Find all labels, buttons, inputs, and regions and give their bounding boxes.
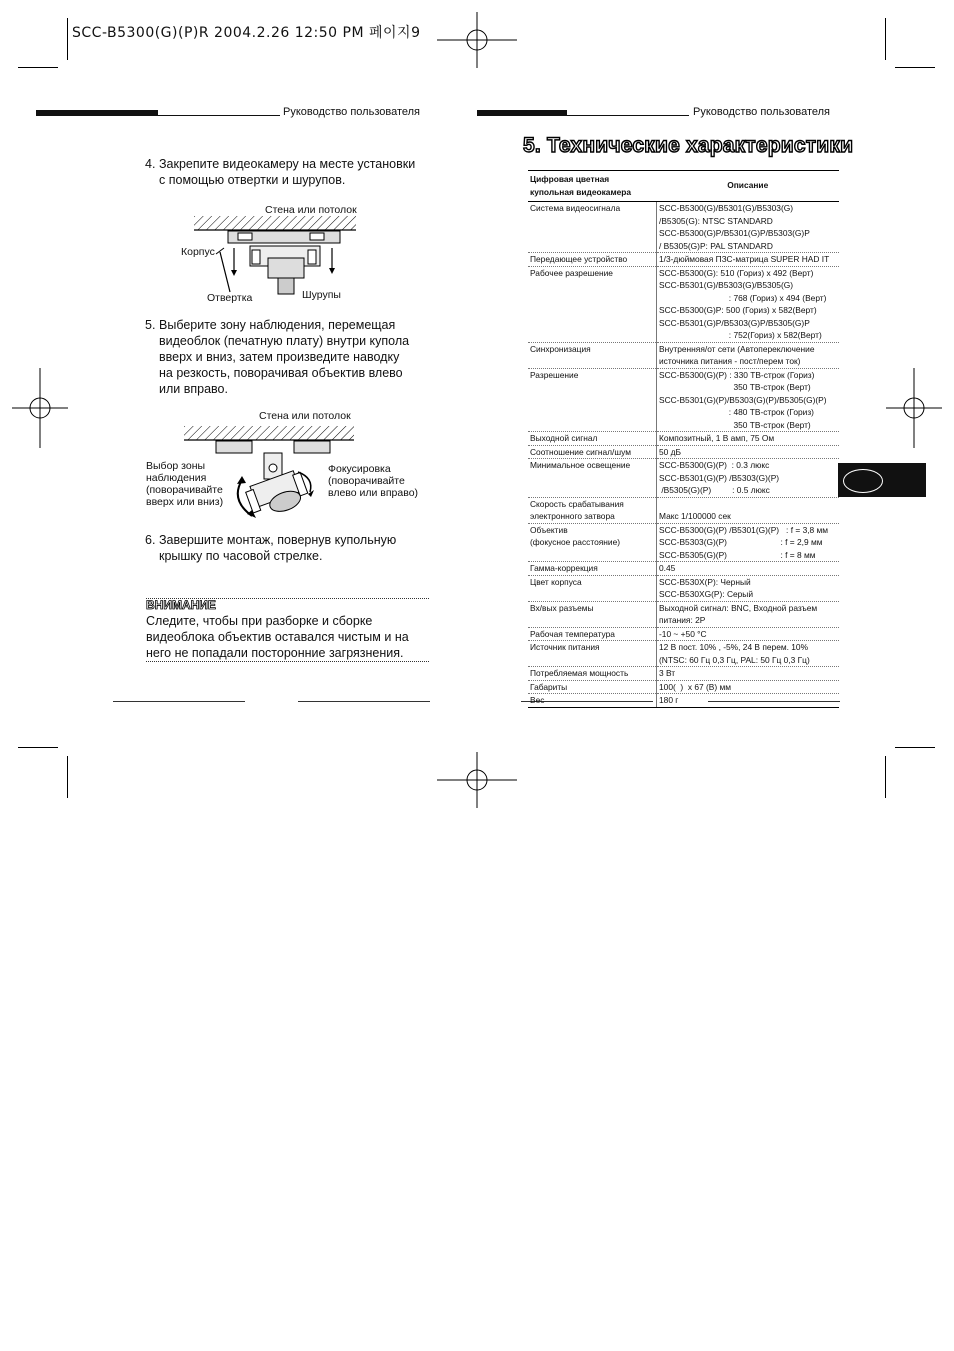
spec-value: Композитный, 1 В амп, 75 Ом [657,432,840,446]
spec-value: 180 г [657,694,840,708]
header-bar-left [36,110,158,116]
table-row [528,575,839,601]
spec-value: 0.45 [657,562,840,576]
header-rule-left [158,115,280,116]
figure2-adjustment-illustration [180,422,360,520]
spec-key: Объектив (фокусное расстояние) [528,523,657,562]
table-row [528,627,839,641]
step-line: на резкость, поворачивая объектив влево [159,366,403,380]
step-number: 6. [145,533,156,547]
header-line: Цифровая цветная [530,174,610,184]
step-line: Завершите монтаж, повернув купольную [159,533,397,547]
notice-box [146,597,429,661]
label-line: (поворачивайте [146,484,223,496]
spec-key: Вх/вых разъемы [528,601,657,627]
spec-key: Выходной сигнал [528,432,657,446]
table-row [528,253,839,267]
step-line: с помощью отвертки и шурупов. [159,173,346,187]
label-line: влево или вправо) [328,487,419,499]
notice-title: ВНИМАНИЕ [146,598,216,612]
table-row [528,497,839,523]
crop-mark [67,756,68,798]
label-line: Выбор зоны [146,460,206,472]
spec-value: 1/3-дюймовая ПЗС-матрица SUPER HAD IT [657,253,840,267]
figure1-screwdriver-label: Отвертка [207,292,253,304]
notice-line: него не попадали посторонние загрязнения. [146,646,404,660]
spec-value: SCC-B5300(G)(P) /B5301(G)(P) : f = 3,8 мм SCC-B5303(G)(P) : f = 2,9 мм SCC-B5305(G)(P) : f = 8 мм [657,523,840,562]
spec-value: SCC-B5300(G)(P) : 0.3 люкс SCC-B5301(G)(P) /B5303(G)(P) /B5305(G)(P) : 0.5 люкс [657,459,840,498]
label-line: (поворачивайте [328,475,405,487]
spec-key: Габариты [528,680,657,694]
notice-line: видеоблока объектив оставался чистым и на [146,630,409,644]
crop-mark [18,747,58,748]
step-line: Закрепите видеокамеру на месте установки [159,157,416,171]
table-row [528,523,839,562]
registration-mark [12,368,68,448]
spec-key: Гамма-коррекция [528,562,657,576]
notice-bottom-rule [146,661,429,662]
table-row [528,266,839,342]
figure1-screws-label: Шурупы [302,289,341,301]
crop-mark [885,18,886,60]
page-title: 5. Технические характеристики [523,134,854,157]
spec-key: Синхронизация [528,342,657,368]
step-line: вверх и вниз, затем произведите наводку [159,350,400,364]
spec-value: SCC-B5300(G): 510 (Гориз) x 492 (Верт) SCC-B5301(G)/B5303(G)/B5305(G) : 768 (Гориз) x 494 (Верт) SCC-B5300(G)P: 500 (Гориз) x 582(Верт) SCC-B5301(G)P/B5303(G)P/B5305(G)P : 752(Гориз) x 582(Верт) [657,266,840,342]
spec-value: 3 Вт [657,667,840,681]
figure2-wall-label: Стена или потолок [259,410,351,422]
spec-value: SCC-B5300(G)/B5301(G)/B5303(G) /B5305(G): NTSC STANDARD SCC-B5300(G)P/B5301(G)P/B5303(G)P / B5305(G)P: PAL STANDARD [657,202,840,253]
step-line: или вправо. [159,382,228,396]
table-row [528,202,839,253]
label-line: вверх или вниз) [146,496,224,508]
step-line: видеоблок (печатную плату) внутри купола [159,334,410,348]
spec-value: 12 В пост. 10% , -5%, 24 В перем. 10% (NTSC: 60 Гц 0,3 Гц, PAL: 50 Гц 0,3 Гц) [657,641,840,667]
table-row [528,445,839,459]
spec-table-header [528,171,839,202]
header-title-left: Руководство пользователя [283,106,420,118]
spec-value: 100( ) x 67 (В) мм [657,680,840,694]
step-6 [145,532,445,566]
spec-key: Рабочая температура [528,627,657,641]
spec-key: Система видеосигнала [528,202,657,253]
section-tab [838,463,926,497]
footer-rule [113,701,245,702]
spec-value: 50 дБ [657,445,840,459]
tab-oval [843,469,883,493]
spec-key: Источник питания [528,641,657,667]
spec-key: Скорость срабатывания электронного затвора [528,497,657,523]
spec-key: Минимальное освещение [528,459,657,498]
figure1-body-label: Корпус [181,246,215,258]
spec-key: Потребляемая мощность [528,667,657,681]
label-line: Фокусировка [328,463,391,475]
label-line: наблюдения [146,472,207,484]
step-4 [145,156,445,190]
step-text [159,156,415,188]
crop-mark [67,18,68,60]
spec-key: Передающее устройство [528,253,657,267]
figure1-wall-label: Стена или потолок [265,204,357,216]
spec-key: Вес [528,694,657,708]
step-number: 5. [145,318,156,332]
spec-key: Разрешение [528,368,657,432]
table-row [528,368,839,432]
header-bar-right [477,110,567,116]
table-row [528,694,839,708]
header-line: купольная видеокамера [530,186,632,197]
step-text [159,317,409,397]
step-text [159,532,396,564]
table-row [528,562,839,576]
figure1-mounting-illustration [190,212,360,300]
table-row [528,601,839,627]
table-row [528,342,839,368]
spec-key: Рабочее разрешение [528,266,657,342]
header-rule-right [567,115,689,116]
crop-mark [895,67,935,68]
spec-value: SCC-B5300(G)(P) : 330 ТВ-строк (Гориз) 350 ТВ-строк (Верт) SCC-B5301(G)(P)/B5303(G)(P)/B5305(G)(P) : 480 ТВ-строк (Гориз) 350 ТВ-строк (Верт) [657,368,840,432]
registration-mark [437,752,517,808]
step-number: 4. [145,157,156,171]
step-line: крышку по часовой стрелке. [159,549,323,563]
spec-table [528,170,839,708]
crop-mark [895,747,935,748]
registration-mark [886,368,942,448]
print-slug: SCC-B5300(G)(P)R 2004.2.26 12:50 PM 페이지9 [72,25,421,41]
step-5 [145,317,445,399]
table-row [528,459,839,498]
spec-value: Внутренняя/от сети (Автопереключение источника питания - пост/перем ток) [657,342,840,368]
notice-line: Следите, чтобы при разборке и сборке [146,614,373,628]
header-title-right: Руководство пользователя [693,106,830,118]
spec-value: Макс 1/100000 сек [657,497,840,523]
crop-mark [18,67,58,68]
spec-header-left [528,171,657,202]
footer-rule [298,701,430,702]
spec-value: Выходной сигнал: BNC, Входной разъем питания: 2P [657,601,840,627]
spec-key: Цвет корпуса [528,575,657,601]
spec-key: Соотношение сигнал/шум [528,445,657,459]
table-row [528,432,839,446]
spec-value: -10 ~ +50 °C [657,627,840,641]
spec-header-right: Описание [657,171,840,202]
step-line: Выберите зону наблюдения, перемещая [159,318,396,332]
table-row [528,641,839,667]
registration-mark [437,12,517,68]
table-row [528,680,839,694]
spec-value: SCC-B530X(P): Черный SCC-B530XG(P): Серый [657,575,840,601]
crop-mark [885,756,886,798]
table-row [528,667,839,681]
spec-table-body [528,202,839,708]
